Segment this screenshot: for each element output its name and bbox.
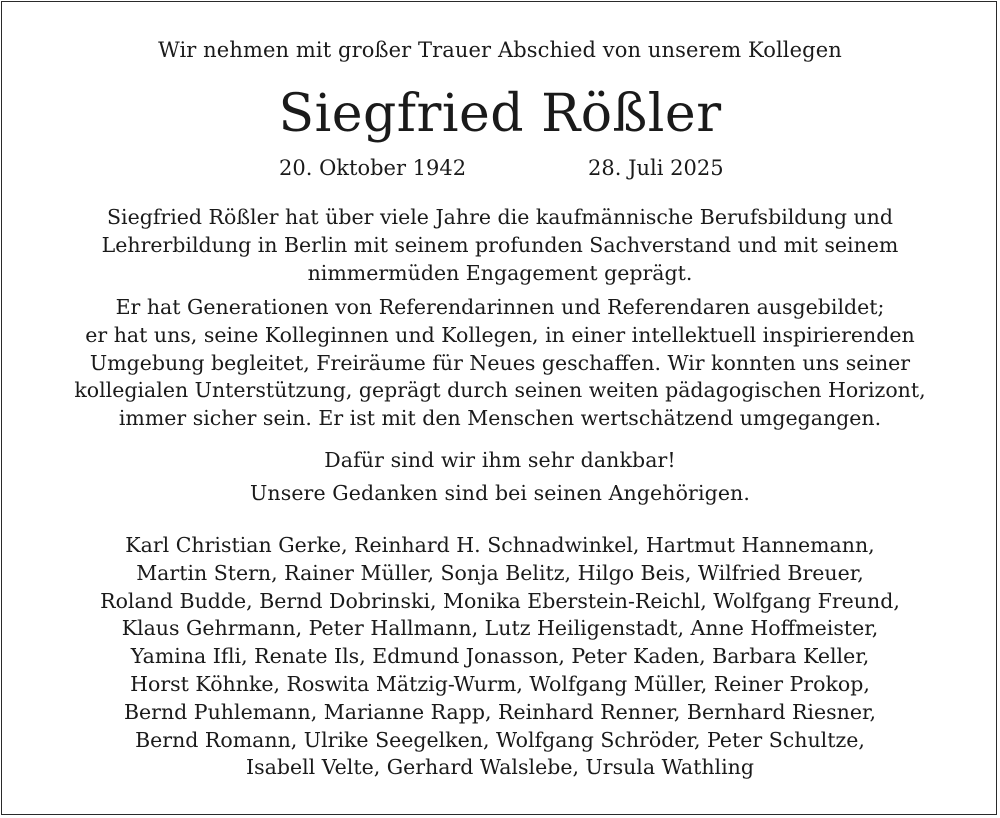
paragraph-1	[0, 204, 1000, 287]
paragraph-1-line: Lehrerbildung in Berlin mit seinem profunden Sachverstand und mit seinem	[101, 232, 899, 257]
paragraph-1-line: nimmermüden Engagement geprägt.	[307, 260, 693, 285]
signatories-line: Isabell Velte, Gerhard Walslebe, Ursula Wathling	[246, 755, 754, 780]
signatories-line: Martin Stern, Rainer Müller, Sonja Belitz, Hilgo Beis, Wilfried Breuer,	[136, 560, 864, 585]
signatories-line: Karl Christian Gerke, Reinhard H. Schnadwinkel, Hartmut Hannemann,	[125, 533, 875, 557]
death-date: 28. Juli 2025	[588, 156, 724, 180]
paragraph-2-line: Er hat Generationen von Referendarinnen und Referendaren ausgebildet;	[115, 295, 885, 319]
signatories-line: Yamina Ifli, Renate Ils, Edmund Jonasson, Peter Kaden, Barbara Keller,	[130, 644, 870, 669]
paragraph-2	[0, 294, 1000, 433]
signatories-line: Bernd Romann, Ulrike Seegelken, Wolfgang Schröder, Peter Schultze,	[135, 727, 865, 752]
thoughts-line: Unsere Gedanken sind bei seinen Angehörigen.	[250, 481, 750, 505]
paragraph-1-line: Siegfried Rößler hat über viele Jahre die kaufmännische Berufsbildung und	[106, 205, 894, 229]
signatories-line: Bernd Puhlemann, Marianne Rapp, Reinhard Renner, Bernhard Riesner,	[123, 699, 877, 724]
signatories	[0, 532, 1000, 782]
paragraph-2-line: kollegialen Unterstützung, geprägt durch seinen weiten pädagogischen Horizont,	[74, 378, 926, 403]
birth-date: 20. Oktober 1942	[279, 156, 467, 180]
paragraph-2-line: er hat uns, seine Kolleginnen und Kollegen, in einer intellektuell inspirierenden	[85, 322, 915, 347]
signatories-line: Klaus Gehrmann, Peter Hallmann, Lutz Heiligenstadt, Anne Hoffmeister,	[121, 616, 879, 641]
signatories-line: Roland Budde, Bernd Dobrinski, Monika Eberstein-Reichl, Wolfgang Freund,	[100, 588, 900, 613]
paragraph-2-line: immer sicher sein. Er ist mit den Menschen wertschätzend umgegangen.	[118, 406, 882, 431]
signatories-line: Horst Köhnke, Roswita Mätzig-Wurm, Wolfgang Müller, Reiner Prokop,	[130, 671, 870, 696]
paragraph-2-line: Umgebung begleitet, Freiräume für Neues geschaffen. Wir konnten uns seiner	[89, 350, 911, 375]
deceased-name: Siegfried Rößler	[278, 84, 722, 144]
thanks-line: Dafür sind wir ihm sehr dankbar!	[324, 448, 676, 472]
intro-line: Wir nehmen mit großer Trauer Abschied von unserem Kollegen	[158, 38, 842, 62]
